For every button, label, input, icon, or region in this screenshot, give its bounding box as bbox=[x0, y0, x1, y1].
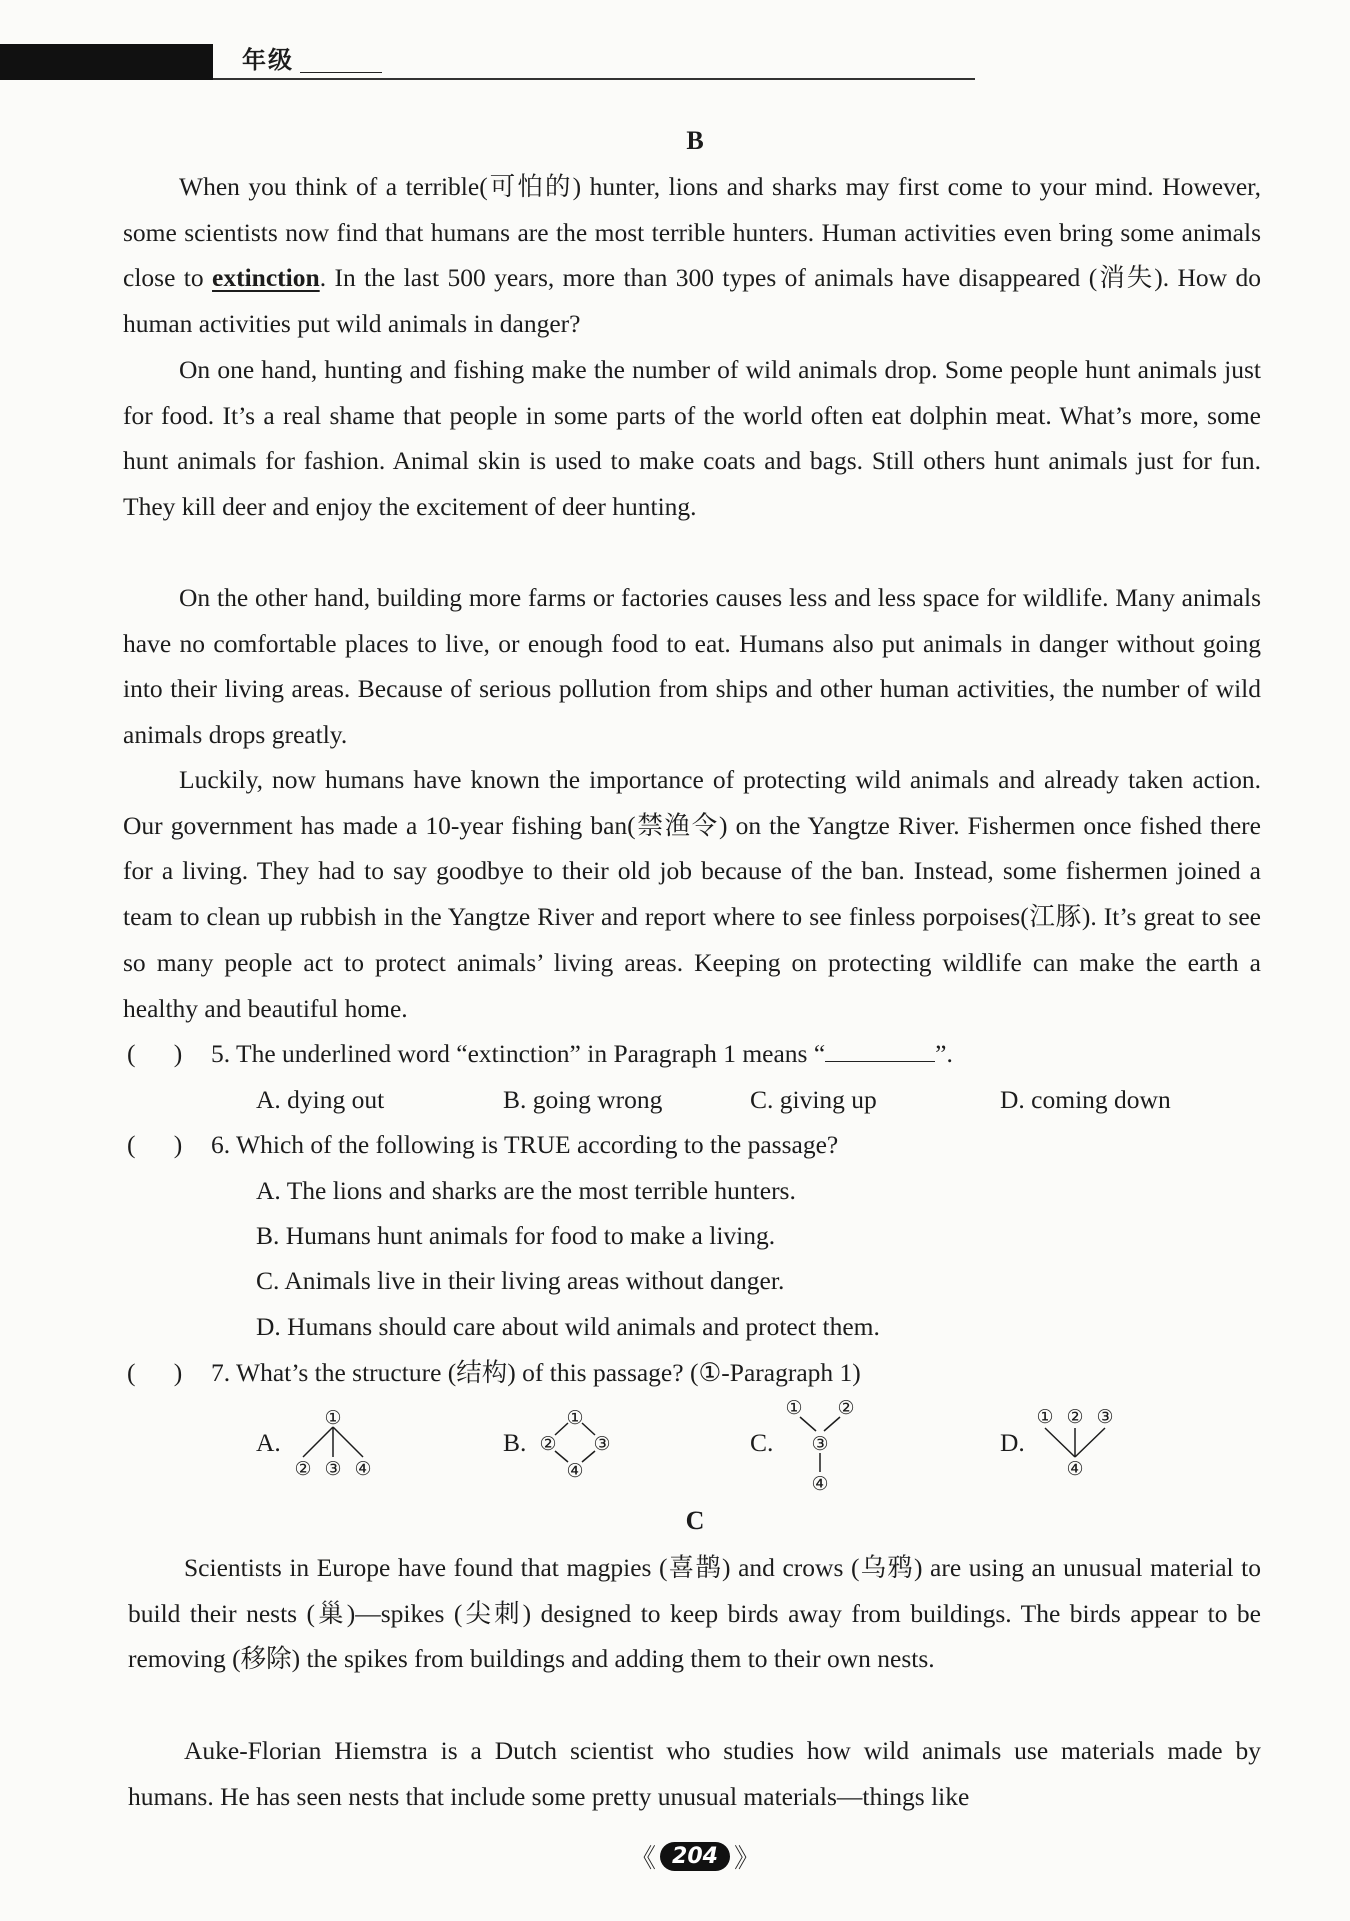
node-3: ③ bbox=[593, 1433, 611, 1455]
node-1: ① bbox=[566, 1407, 584, 1429]
q7-option-d-label[interactable]: D. bbox=[1000, 1428, 1025, 1457]
page-number bbox=[0, 1838, 1350, 1875]
q5-blank bbox=[825, 1039, 935, 1062]
node-2: ② bbox=[1066, 1406, 1084, 1428]
grade-blank-line bbox=[300, 72, 382, 73]
page-deco-left: 《 bbox=[630, 1844, 657, 1873]
section-b-paragraph-1 bbox=[123, 164, 1261, 347]
node-4: ④ bbox=[1066, 1458, 1084, 1480]
underlined-word: extinction bbox=[212, 263, 320, 293]
node-3: ③ bbox=[1096, 1406, 1114, 1428]
q5-stem-a: 5. The underlined word “extinction” in Paragraph 1 means “ bbox=[211, 1039, 826, 1068]
q6-option-d[interactable]: D. Humans should care about wild animals and protect them. bbox=[256, 1312, 880, 1341]
q7-option-c-label[interactable]: C. bbox=[750, 1428, 774, 1457]
q5-option-a[interactable]: A. dying out bbox=[256, 1085, 385, 1114]
answer-paren[interactable]: ( ) bbox=[127, 1358, 183, 1387]
section-c-title: C bbox=[685, 1506, 705, 1535]
q7-option-c-diagram[interactable] bbox=[780, 1395, 860, 1495]
q7-option-a-diagram[interactable] bbox=[290, 1405, 376, 1479]
page-deco-right: 》 bbox=[733, 1844, 760, 1873]
q5-option-b[interactable]: B. going wrong bbox=[503, 1085, 663, 1114]
q7-option-b-label[interactable]: B. bbox=[503, 1428, 527, 1457]
node-2: ② bbox=[294, 1458, 312, 1479]
q5-stem-b: ”. bbox=[935, 1039, 953, 1068]
node-2: ② bbox=[837, 1397, 855, 1419]
question-6 bbox=[127, 1122, 1277, 1167]
q6-option-c[interactable]: C. Animals live in their living areas without danger. bbox=[256, 1266, 785, 1295]
q7-stem: 7. What’s the structure (结构) of this passage? (①-Paragraph 1) bbox=[211, 1358, 861, 1387]
node-1: ① bbox=[324, 1407, 342, 1429]
q6-option-a[interactable]: A. The lions and sharks are the most terrible hunters. bbox=[256, 1176, 796, 1205]
q5-option-c[interactable]: C. giving up bbox=[750, 1085, 877, 1114]
node-1: ① bbox=[1036, 1406, 1054, 1428]
answer-paren[interactable]: ( ) bbox=[127, 1130, 183, 1159]
q6-stem: 6. Which of the following is TRUE according to the passage? bbox=[211, 1130, 839, 1159]
header-rule bbox=[213, 78, 975, 80]
node-3: ③ bbox=[811, 1433, 829, 1455]
answer-paren[interactable]: ( ) bbox=[127, 1039, 183, 1068]
q7-option-b-diagram[interactable] bbox=[535, 1404, 615, 1482]
node-1: ① bbox=[785, 1397, 803, 1419]
section-b-title: B bbox=[686, 126, 704, 155]
section-c-paragraph-1: Scientists in Europe have found that magpies (喜鹊) and crows (乌鸦) are using an unusual material to build their nests (巢)—spikes (尖刺) designed to keep birds away from buildings. The birds appear to be removing (移除) the spikes from buildings and adding them to their own nests. bbox=[128, 1553, 1261, 1674]
question-5 bbox=[127, 1031, 1277, 1076]
section-b-paragraph-2: On one hand, hunting and fishing make the number of wild animals drop. Some people hunt animals just for food. It’s a real shame that people in some parts of the world often eat dolphin meat. What’s more, some hunt animals for fashion. Animal skin is used to make coats and bags. Still others hunt animals just for fun. They kill deer and enjoy the excitement of deer hunting. bbox=[123, 355, 1261, 522]
node-3: ③ bbox=[324, 1458, 342, 1479]
p1-text-b: . In the last 500 years, more than 300 types of animals have disappeared (消失). How do human activities put wild animals in danger? bbox=[123, 263, 1261, 339]
question-7 bbox=[127, 1350, 1277, 1395]
node-4: ④ bbox=[354, 1458, 372, 1479]
section-b-paragraph-4: Luckily, now humans have known the importance of protecting wild animals and already taken action. Our government has made a 10-year fishing ban(禁渔令) on the Yangtze River. Fishermen once fished there for a living. They had to say goodbye to their old job because of the ban. Instead, some fishermen joined a team to clean up rubbish in the Yangtze River and report where to see finless porpoises(江豚). It’s great to see so many people act to protect animals’ living areas. Keeping on protecting wildlife can make the earth a healthy and beautiful home. bbox=[123, 765, 1261, 1023]
header-black-bar bbox=[0, 44, 213, 80]
q5-option-d[interactable]: D. coming down bbox=[1000, 1085, 1171, 1114]
section-b-paragraph-3: On the other hand, building more farms or factories causes less and less space for wildlife. Many animals have no comfortable places to live, or enough food to eat. Humans also put animals in danger without going into their living areas. Because of serious pollution from ships and other human activities, the number of wild animals drops greatly. bbox=[123, 583, 1261, 750]
node-4: ④ bbox=[811, 1473, 829, 1495]
node-2: ② bbox=[539, 1433, 557, 1455]
node-4: ④ bbox=[566, 1460, 584, 1482]
q6-option-b[interactable]: B. Humans hunt animals for food to make a living. bbox=[256, 1221, 776, 1250]
section-c-paragraph-2: Auke-Florian Hiemstra is a Dutch scientist who studies how wild animals use materials made by humans. He has seen nests that include some pretty unusual materials—things like bbox=[128, 1736, 1261, 1811]
p1-text-a: When you think of a terrible(可怕的) hunter, lions and sharks may first come to your mind. However, some scientists now find that humans are the most terrible hunters. Human activities even bring some animals close to bbox=[123, 172, 1261, 293]
grade-label: 年级 bbox=[242, 46, 294, 74]
page-number-badge: 204 bbox=[660, 1842, 730, 1871]
q7-option-d-diagram[interactable] bbox=[1032, 1404, 1118, 1480]
q7-option-a-label[interactable]: A. bbox=[256, 1428, 281, 1457]
